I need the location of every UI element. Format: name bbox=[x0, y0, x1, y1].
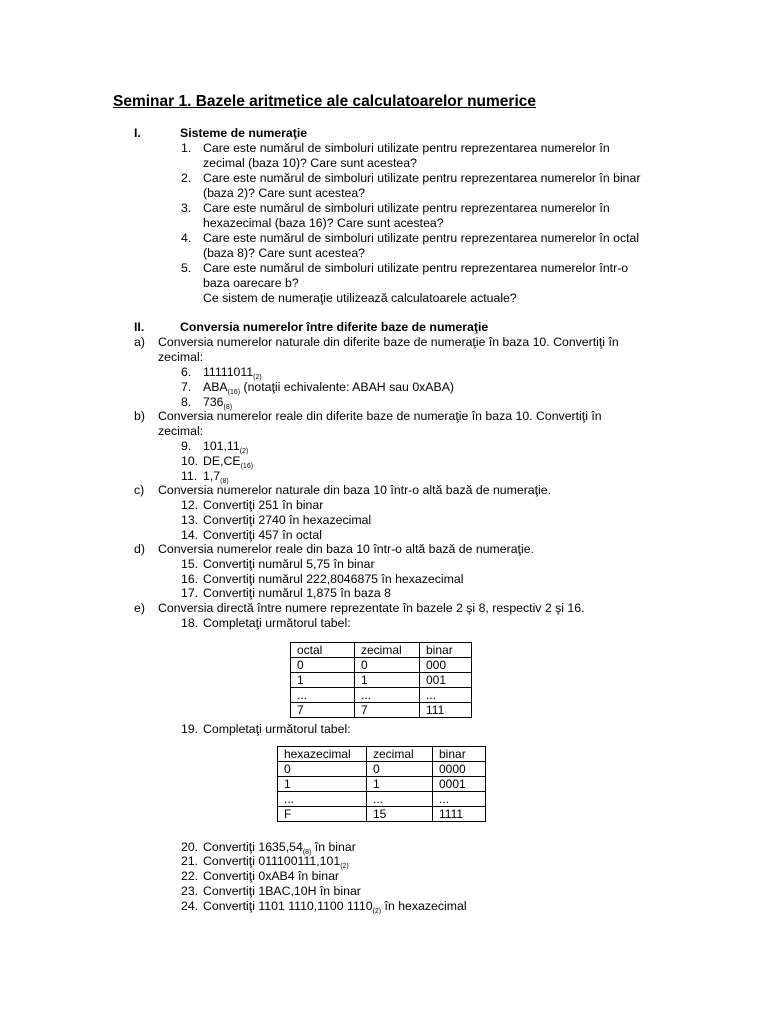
table-row bbox=[278, 777, 486, 792]
question-4-line1: Care este numărul de simboluri utilizate pentru reprezentarea numerelor în octal bbox=[203, 231, 640, 245]
question-18-number: 18. bbox=[181, 616, 199, 630]
question-19-text: Completaţi următorul tabel: bbox=[203, 722, 351, 736]
table-row bbox=[291, 703, 472, 718]
question-12-number: 12. bbox=[181, 498, 199, 512]
table-row bbox=[291, 673, 472, 688]
question-17-number: 17. bbox=[181, 586, 199, 600]
question-16-number: 16. bbox=[181, 572, 199, 586]
table-row bbox=[278, 792, 486, 807]
question-20-number: 20. bbox=[181, 840, 199, 854]
table-cell: 0 bbox=[291, 658, 355, 673]
table-cell: ... bbox=[278, 792, 367, 807]
table-row bbox=[278, 762, 486, 777]
subsection-a-line1: Conversia numerelor naturale din diferite baze de numeraţie în baza 10. Convertiţi în bbox=[158, 335, 619, 349]
octal-conversion-table bbox=[290, 642, 472, 718]
question-23-text: Convertiţi 1BAC,10H în binar bbox=[203, 884, 361, 898]
question-8-number: 8. bbox=[181, 395, 192, 409]
question-9-number: 9. bbox=[181, 439, 192, 453]
table-header-cell: hexazecimal bbox=[278, 747, 367, 762]
subsection-b-line1: Conversia numerelor reale din diferite baze de numeraţie în baza 10. Convertiţi în bbox=[158, 409, 602, 423]
subsection-b-line2: zecimal: bbox=[158, 424, 204, 438]
question-15-number: 15. bbox=[181, 557, 199, 571]
table-cell: ... bbox=[433, 792, 486, 807]
question-6-number: 6. bbox=[181, 365, 192, 379]
subsection-e-letter: e) bbox=[134, 601, 145, 615]
table-cell: ... bbox=[291, 688, 355, 703]
question-5-extra: Ce sistem de numeraţie utilizează calculatoarele actuale? bbox=[203, 291, 517, 305]
table-cell: ... bbox=[355, 688, 420, 703]
question-10-number: 10. bbox=[181, 454, 199, 468]
table-cell: ... bbox=[367, 792, 433, 807]
question-4-line2: (baza 8)? Care sunt acestea? bbox=[203, 246, 366, 260]
question-17-text: Convertiţi numărul 1,875 în baza 8 bbox=[203, 586, 391, 600]
question-3-line1: Care este numărul de simboluri utilizate pentru reprezentarea numerelor în bbox=[203, 201, 610, 215]
question-21-number: 21. bbox=[181, 854, 199, 868]
question-10-text: $DE,CE_{(16)}$ bbox=[203, 454, 254, 470]
hexadecimal-conversion-table bbox=[277, 746, 486, 822]
question-3-line2: hexazecimal (baza 16)? Care sunt acestea? bbox=[203, 216, 444, 230]
section-2-numeral: II. bbox=[134, 320, 145, 334]
table-cell: 111 bbox=[420, 703, 472, 718]
question-11-text: $1,7_{(8)}$ bbox=[203, 469, 229, 485]
question-14-number: 14. bbox=[181, 528, 199, 542]
question-24-number: 24. bbox=[181, 899, 199, 913]
table-cell: 0000 bbox=[433, 762, 486, 777]
question-3-number: 3. bbox=[181, 201, 192, 215]
question-22-number: 22. bbox=[181, 869, 199, 883]
section-2-heading: Conversia numerelor între diferite baze de numeraţie bbox=[180, 320, 489, 334]
question-5-line2: baza oarecare b? bbox=[203, 276, 299, 290]
table-header-cell: binar bbox=[433, 747, 486, 762]
section-1-numeral: I. bbox=[134, 126, 141, 140]
table-header-cell: octal bbox=[291, 643, 355, 658]
table-cell: 0 bbox=[355, 658, 420, 673]
subsection-a-line2: zecimal: bbox=[158, 350, 204, 364]
table-cell: 1111 bbox=[433, 807, 486, 822]
question-11-number: 11. bbox=[181, 469, 198, 483]
section-1-heading: Sisteme de numeraţie bbox=[180, 126, 308, 140]
question-2-line2: (baza 2)? Care sunt acestea? bbox=[203, 186, 366, 200]
question-1-number: 1. bbox=[181, 141, 192, 155]
subsection-c-text: Conversia numerelor naturale din baza 10 într-o altă bază de numeraţie. bbox=[158, 483, 552, 497]
table-cell: 001 bbox=[420, 673, 472, 688]
question-4-number: 4. bbox=[181, 231, 192, 245]
question-5-number: 5. bbox=[181, 261, 192, 275]
question-5-line1: Care este numărul de simboluri utilizate pentru reprezentarea numerelor într-o bbox=[203, 261, 629, 275]
question-9-text: $101,11_{(2)}$ bbox=[203, 439, 249, 455]
table-cell: F bbox=[278, 807, 367, 822]
question-6-text: $11111011_{(2)}$ bbox=[203, 365, 262, 381]
table-header-cell: binar bbox=[420, 643, 472, 658]
table-cell: 7 bbox=[355, 703, 420, 718]
question-1-line2: zecimal (baza 10)? Care sunt acestea? bbox=[203, 156, 417, 170]
question-24-text: Convertiţi 1101 1110,1100 $1110_{(2)}$ în hexazecimal bbox=[203, 899, 467, 915]
question-14-text: Convertiţi 457 în octal bbox=[203, 528, 322, 542]
question-7-text: $ABA_{(16)}$ (notaţii echivalente: ABAH sau 0xABA) bbox=[203, 380, 455, 396]
subsection-d-text: Conversia numerelor reale din baza 10 într-o altă bază de numeraţie. bbox=[158, 542, 534, 556]
question-15-text: Convertiţi numărul 5,75 în binar bbox=[203, 557, 375, 571]
question-8-text: $736_{(8)}$ bbox=[203, 395, 233, 411]
table-cell: 0 bbox=[278, 762, 367, 777]
table-cell: 0 bbox=[367, 762, 433, 777]
question-18-text: Completaţi următorul tabel: bbox=[203, 616, 351, 630]
question-7-number: 7. bbox=[181, 380, 192, 394]
question-21-text: Convertiţi $011100111,101_{(2)}$ bbox=[203, 854, 349, 870]
question-22-text: Convertiţi 0xAB4 în binar bbox=[203, 869, 340, 883]
table-header-row bbox=[291, 643, 472, 658]
question-19-number: 19. bbox=[181, 722, 199, 736]
subsection-a-letter: a) bbox=[134, 335, 145, 349]
question-2-line1: Care este numărul de simboluri utilizate pentru reprezentarea numerelor în binar bbox=[203, 171, 641, 185]
table-row bbox=[291, 658, 472, 673]
table-cell: 1 bbox=[355, 673, 420, 688]
question-23-number: 23. bbox=[181, 884, 199, 898]
page-title: Seminar 1. Bazele aritmetice ale calculatoarelor numerice bbox=[113, 93, 537, 110]
question-20-text: Convertiţi $1635,54_{(8)}$ în binar bbox=[203, 840, 356, 856]
table-cell: 7 bbox=[291, 703, 355, 718]
table-row bbox=[291, 688, 472, 703]
question-13-text: Convertiţi 2740 în hexazecimal bbox=[203, 513, 372, 527]
table-header-row bbox=[278, 747, 486, 762]
question-13-number: 13. bbox=[181, 513, 199, 527]
table-cell: 1 bbox=[291, 673, 355, 688]
subsection-c-letter: c) bbox=[134, 483, 145, 497]
table-cell: ... bbox=[420, 688, 472, 703]
subsection-b-letter: b) bbox=[134, 409, 145, 423]
table-cell: 15 bbox=[367, 807, 433, 822]
question-2-number: 2. bbox=[181, 171, 192, 185]
question-1-line1: Care este numărul de simboluri utilizate pentru reprezentarea numerelor în bbox=[203, 141, 610, 155]
table-row bbox=[278, 807, 486, 822]
table-cell: 000 bbox=[420, 658, 472, 673]
question-16-text: Convertiţi numărul 222,8046875 în hexazecimal bbox=[203, 572, 464, 586]
table-header-cell: zecimal bbox=[355, 643, 420, 658]
table-cell: 0001 bbox=[433, 777, 486, 792]
question-12-text: Convertiţi 251 în binar bbox=[203, 498, 324, 512]
table-header-cell: zecimal bbox=[367, 747, 433, 762]
table-cell: 1 bbox=[367, 777, 433, 792]
subsection-d-letter: d) bbox=[134, 542, 145, 556]
table-cell: 1 bbox=[278, 777, 367, 792]
subsection-e-text: Conversia directă între numere reprezentate în bazele 2 şi 8, respectiv 2 şi 16. bbox=[158, 601, 585, 615]
